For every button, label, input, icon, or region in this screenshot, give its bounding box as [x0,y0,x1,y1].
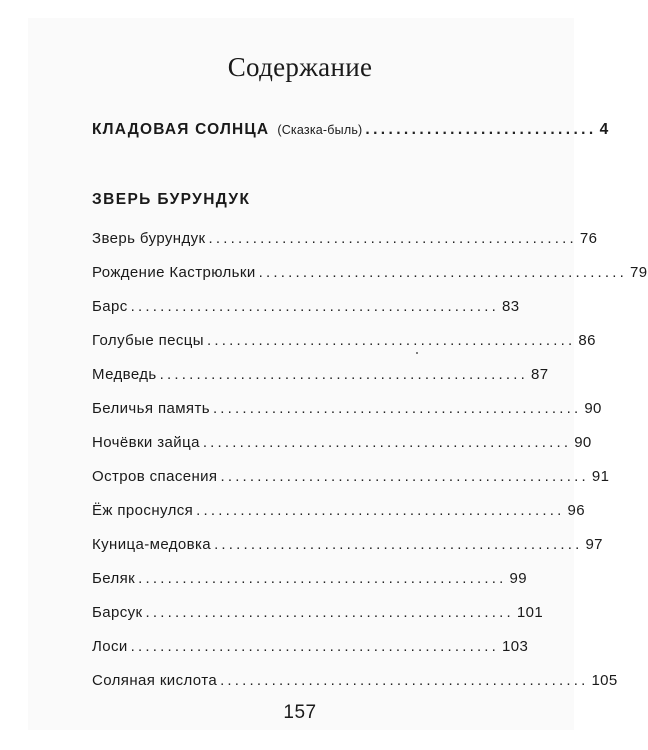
toc-entry-title: Остров спасения [92,468,218,485]
toc-entry-title: Беличья память [92,400,210,417]
toc-entry-page: 90 [574,434,592,451]
toc-entry [92,230,598,247]
leader-dots: .................................................. [159,366,528,383]
toc-entry [92,502,586,519]
leader-dots: .................................................. [214,536,583,553]
leader-dots: .................................................. [130,638,500,655]
toc-entry-page: 91 [591,468,610,485]
leader-dots: .................................................. [202,434,572,451]
leader-dots: .............................. [365,121,597,138]
toc-entry-title: Соляная кислота [92,672,218,689]
toc-entry [92,332,596,349]
toc-entry-page: 87 [530,366,549,383]
toc-entry [92,638,529,655]
section-title: ЗВЕРЬ БУРУНДУК [92,191,251,208]
toc-entry-page: 101 [516,604,544,621]
toc-entry [92,264,648,281]
print-speck [416,352,418,354]
toc-entry-title: Зверь бурундук [92,230,206,247]
toc-entry-page: 103 [502,638,529,655]
toc-entry [92,672,618,689]
toc-main-entry [92,121,610,139]
leader-dots: .................................................. [138,570,507,587]
toc-entry-page: 96 [567,502,586,519]
toc-entry [92,570,528,587]
toc-entry [92,434,592,451]
toc-entry-title: Беляк [92,570,136,587]
toc-entry [92,468,610,485]
toc-entry-title: Ночёвки зайца [92,434,200,451]
toc-entry-page: 97 [585,536,603,553]
toc-entry-page: 105 [591,672,618,689]
leader-dots: .................................................. [196,502,565,519]
toc-entry-page: 86 [578,332,596,349]
toc-entry-title: Рождение Кастрюльки [92,264,256,281]
toc-entry-page: 90 [584,400,602,417]
leader-dots: .................................................. [130,298,500,315]
toc-entry [92,400,602,417]
toc-entry-title: Куница-медовка [92,536,212,553]
toc-entry-title: КЛАДОВАЯ СОЛНЦА [92,121,270,138]
page-number: 157 [283,702,317,723]
toc-entry-title: Барс [92,298,128,315]
toc-entry-page: 83 [502,298,520,315]
leader-dots: .................................................. [208,230,577,247]
toc-entry-title: Голубые песцы [92,332,204,349]
toc-entry [92,536,603,553]
leader-dots: .................................................. [145,604,514,621]
toc-entry [92,366,549,383]
toc-entry-subtitle: (Сказка-быль) [277,123,363,137]
toc-entry-title: Ёж проснулся [92,502,194,519]
toc-entry [92,298,520,315]
toc-entry [92,604,544,621]
leader-dots: .................................................. [258,264,628,281]
toc-entry-page: 79 [630,264,648,281]
leader-dots: .................................................. [220,672,589,689]
toc-entry-title: Лоси [92,638,128,655]
toc-entry-title: Барсук [92,604,143,621]
leader-dots: .................................................. [212,400,582,417]
leader-dots: .................................................. [220,468,589,485]
page-title: Содержание [227,52,373,82]
toc-entry-page: 76 [579,230,598,247]
toc-entry-title: Медведь [92,366,157,383]
toc-entry-page: 4 [599,121,610,138]
toc-entry-page: 99 [509,570,528,587]
leader-dots: .................................................. [206,332,576,349]
